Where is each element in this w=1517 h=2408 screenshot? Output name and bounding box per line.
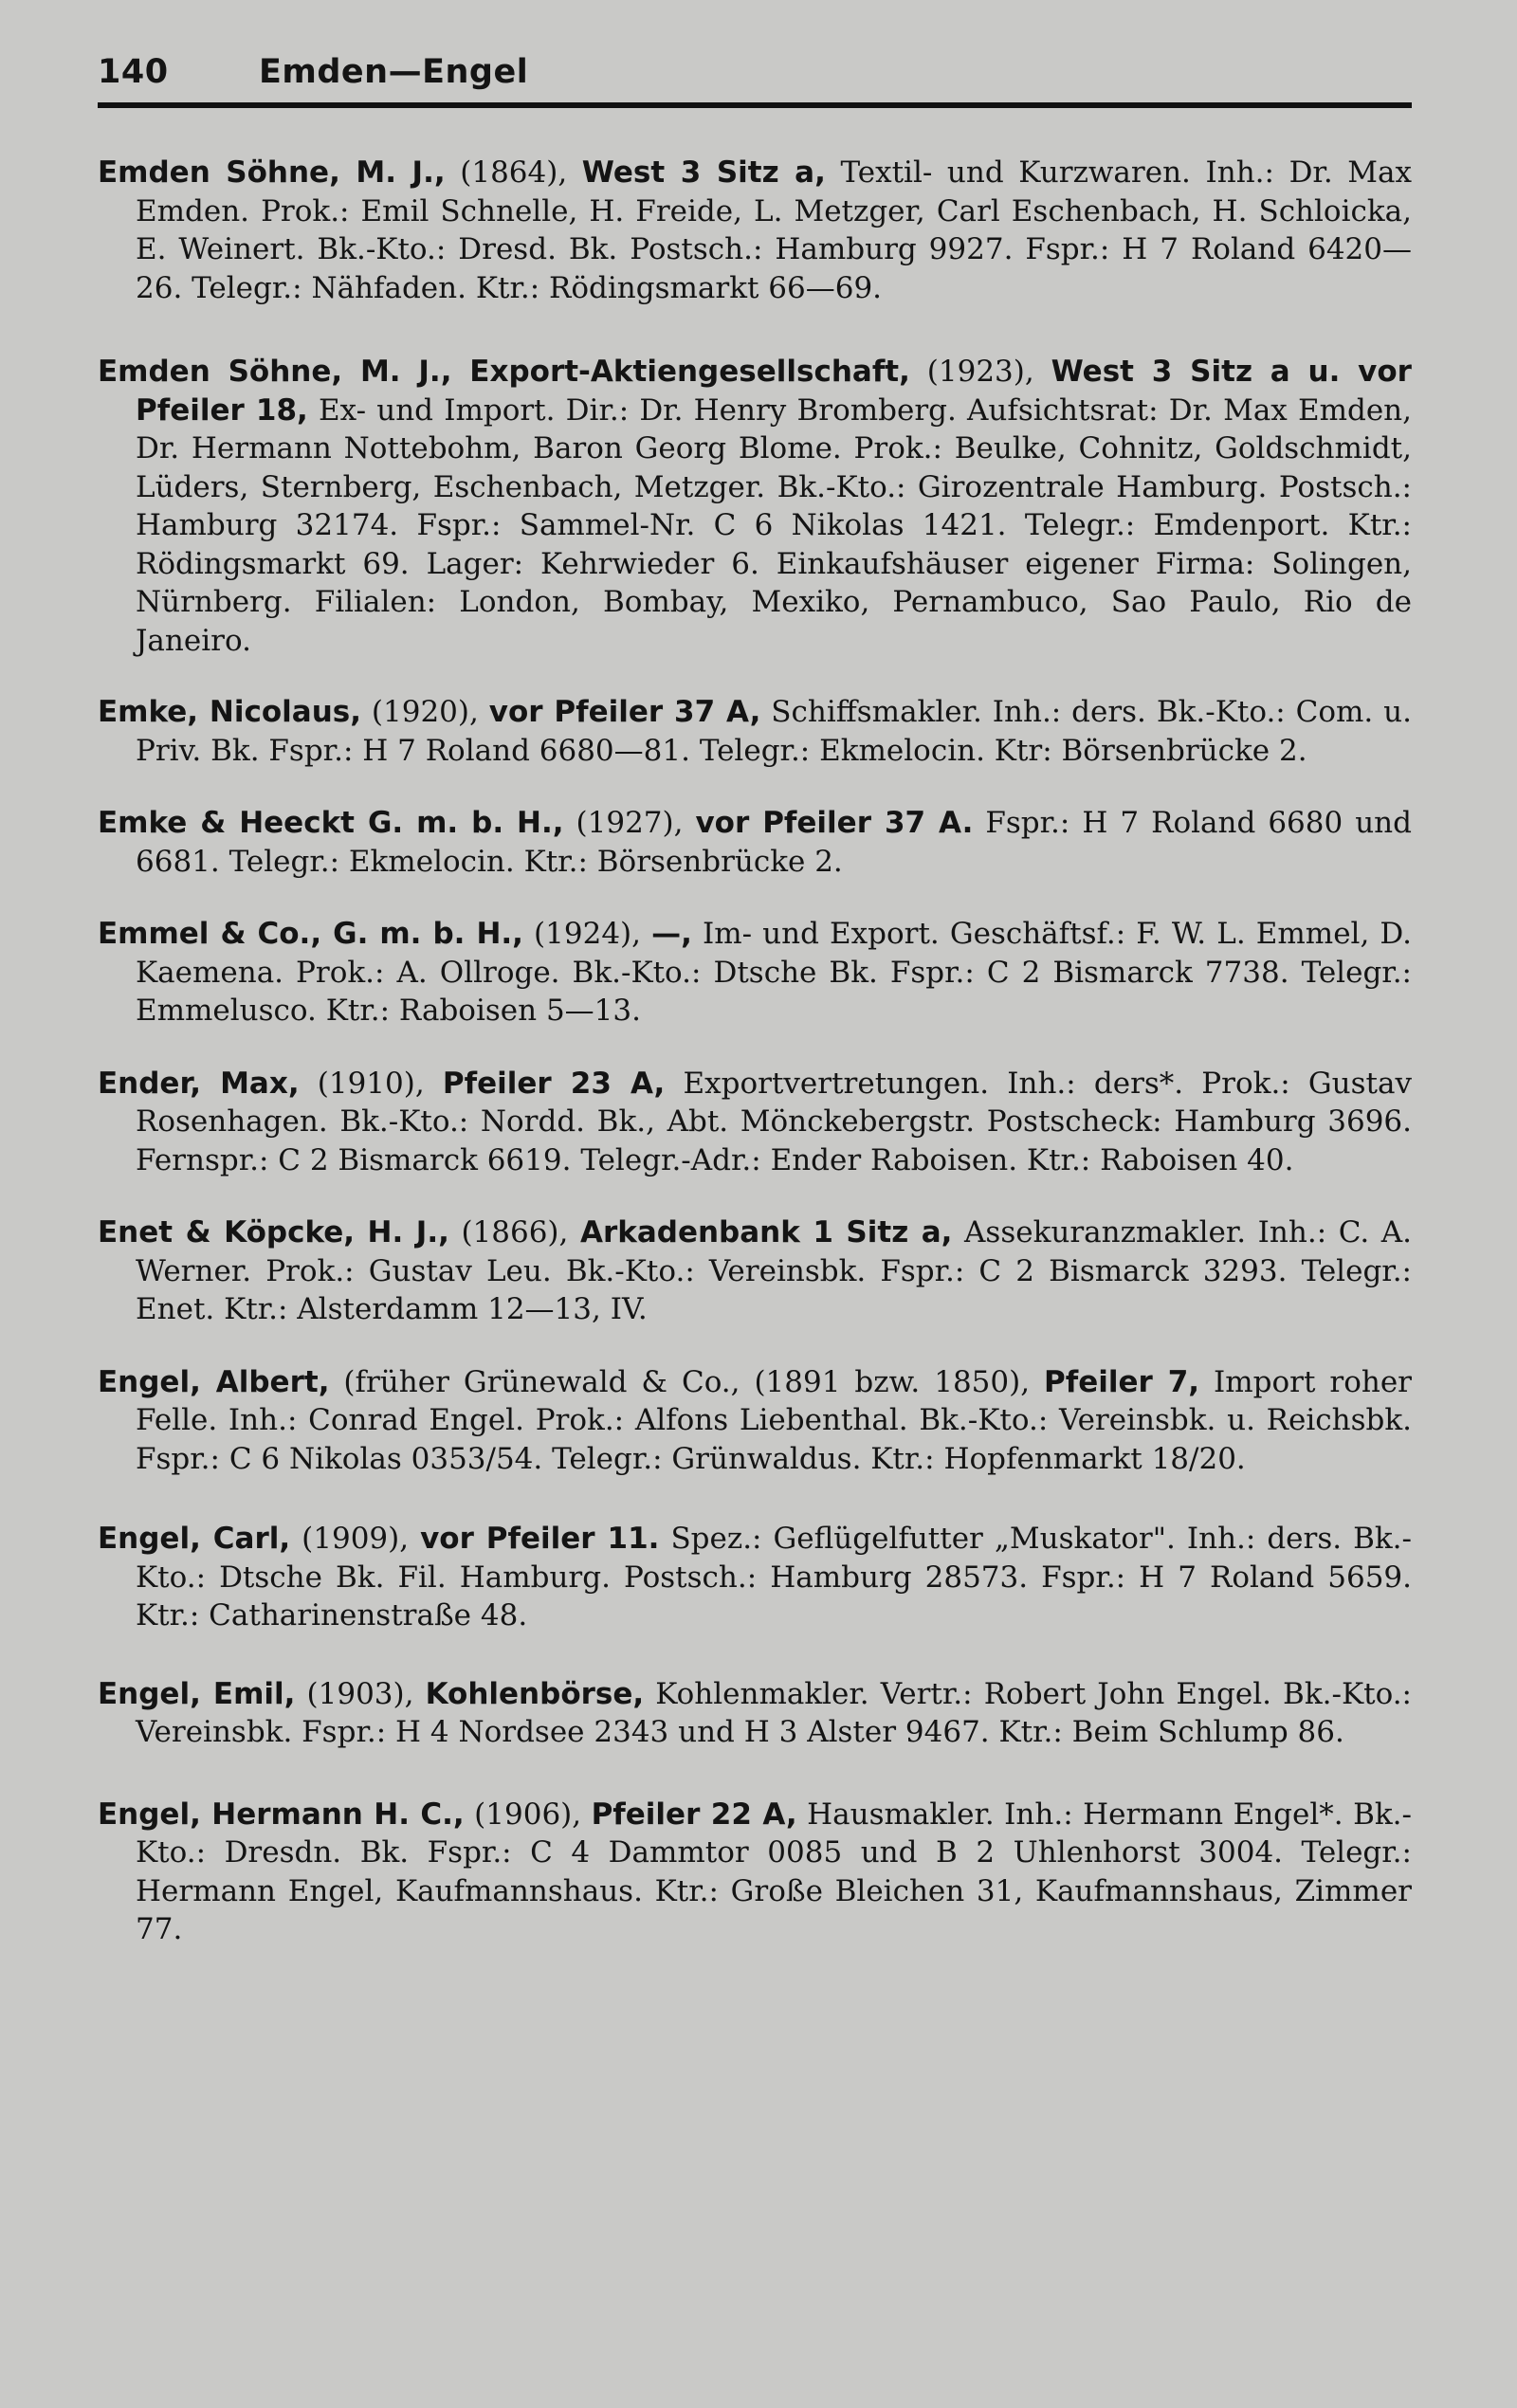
entry-address: Pfeiler 23 A, xyxy=(442,1066,666,1101)
entry-founded: (1924), xyxy=(522,917,652,951)
entry-details: Ex- und Import. Dir.: Dr. Henry Bromberg. Aufsichtsrat: Dr. Max Emden, Dr. Hermann Nottebohm, Baron Georg Blome. Prok.: Beulke, Cohnitz, Goldschmidt, Lüders, Sternberg, Eschenbach, Metzger. Bk.-Kto.: Girozentrale Hamburg. Postsch.: Hamburg 32174. Fspr.: Sammel-Nr. C 6 Nikolas 1421. Telegr.: Emdenport. Ktr.: Rödingsmarkt 69. Lager: Kehrwieder 6. Einkaufshäuser eigener Firma: Solingen, Nürnberg. Filialen: London, Bombay, Mexiko, Pernambuco, Sao Paulo, Rio de Janeiro. xyxy=(136,392,1412,658)
entry-founded: (1909), xyxy=(290,1522,421,1556)
entry-firm-name: Emke, Nicolaus, xyxy=(98,695,361,729)
entry-address: vor Pfeiler 11. xyxy=(420,1522,660,1556)
entry-address: vor Pfeiler 37 A. xyxy=(695,806,974,840)
entry-firm-name: Enet & Köpcke, H. J., xyxy=(98,1215,449,1250)
entry-address: Pfeiler 7, xyxy=(1044,1364,1200,1399)
entry xyxy=(98,804,1412,881)
entry-details: Assekuranzmakler. Inh.: C. A. Werner. Prok.: Gustav Leu. Bk.-Kto.: Vereinsbk. Fspr.: C 2 Bismarck 3293. Telegr.: Enet. Ktr.: Alsterdamm 12—13, IV. xyxy=(136,1215,1412,1326)
entry xyxy=(98,353,1412,660)
entry-address: —, xyxy=(651,917,692,951)
entry-list xyxy=(98,154,1412,1949)
entry-details: Schiffsmakler. Inh.: ders. Bk.-Kto.: Com. u. Priv. Bk. Fspr.: H 7 Roland 6680—81. Telegr.: Ekmelocin. Ktr: Börsenbrücke 2. xyxy=(136,695,1412,768)
entry-founded: (1906), xyxy=(464,1797,592,1832)
entry-founded: (1923), xyxy=(909,355,1051,389)
entry-address: Arkadenbank 1 Sitz a, xyxy=(579,1215,953,1250)
entry-firm-name: Emmel & Co., G. m. b. H., xyxy=(98,917,523,951)
entry xyxy=(98,1796,1412,1949)
entry-address: Kohlenbörse, xyxy=(425,1676,645,1711)
entry-address: Pfeiler 22 A, xyxy=(591,1797,797,1832)
entry-address: West 3 Sitz a, xyxy=(581,155,826,190)
entry-details: Exportvertretungen. Inh.: ders*. Prok.: Gustav Rosenhagen. Bk.-Kto.: Nordd. Bk., Abt. Mönckebergstr. Postscheck: Hamburg 3696. Fernspr.: C 2 Bismarck 6619. Telegr.-Adr.: Ender Raboisen. Ktr.: Raboisen 40. xyxy=(136,1066,1412,1177)
entry-firm-name: Ender, Max, xyxy=(98,1066,300,1101)
entry-details: Kohlenmakler. Vertr.: Robert John Engel. Bk.-Kto.: Vereinsbk. Fspr.: H 4 Nordsee 2343 und H 3 Alster 9467. Ktr.: Beim Schlump 86. xyxy=(136,1676,1412,1749)
entry-address: vor Pfeiler 37 A, xyxy=(488,695,761,729)
entry-founded: (1927), xyxy=(563,806,696,840)
entry xyxy=(98,915,1412,1031)
entry xyxy=(98,693,1412,770)
entry xyxy=(98,1213,1412,1329)
entry-firm-name: Engel, Albert, xyxy=(98,1364,330,1399)
entry-details: Fspr.: H 7 Roland 6680 und 6681. Telegr.: Ekmelocin. Ktr.: Börsenbrücke 2. xyxy=(136,806,1412,879)
entry-firm-name: Emke & Heeckt G. m. b. H., xyxy=(98,806,564,840)
header-rule xyxy=(98,102,1412,108)
entry-details: Spez.: Geflügelfutter „Muskator". Inh.: ders. Bk.-Kto.: Dtsche Bk. Fil. Hamburg. Postsch.: Hamburg 28573. Fspr.: H 7 Roland 5659. Ktr.: Catharinenstraße 48. xyxy=(136,1522,1412,1633)
entry-details: Hausmakler. Inh.: Hermann Engel*. Bk.-Kto.: Dresdn. Bk. Fspr.: C 4 Dammtor 0085 und B 2 Uhlenhorst 3004. Telegr.: Hermann Engel, Kaufmannshaus. Ktr.: Große Bleichen 31, Kaufmannshaus, Zimmer 77. xyxy=(136,1797,1412,1946)
entry-firm-name: Emden Söhne, M. J., xyxy=(98,155,446,190)
entry xyxy=(98,1363,1412,1479)
page-number: 140 xyxy=(98,53,169,91)
entry-founded: (1866), xyxy=(448,1215,580,1250)
entry-details: Textil- und Kurzwaren. Inh.: Dr. Max Emden. Prok.: Emil Schnelle, H. Freide, L. Metzger, Carl Eschenbach, H. Schloicka, E. Weinert. Bk.-Kto.: Dresd. Bk. Postsch.: Hamburg 9927. Fspr.: H 7 Roland 6420—26. Telegr.: Nähfaden. Ktr.: Rödingsmarkt 66—69. xyxy=(136,155,1412,305)
entry-details: Import roher Felle. Inh.: Conrad Engel. Prok.: Alfons Liebenthal. Bk.-Kto.: Vereinsbk. u. Reichsbk. Fspr.: C 6 Nikolas 0353/54. Telegr.: Grünwaldus. Ktr.: Hopfenmarkt 18/20. xyxy=(136,1364,1412,1476)
entry-founded: (1864), xyxy=(445,155,582,190)
entry-address: West 3 Sitz a u. vor Pfeiler 18, xyxy=(136,355,1412,428)
entry-founded: (1903), xyxy=(295,1676,426,1711)
entry xyxy=(98,1520,1412,1635)
page-header xyxy=(98,44,1412,110)
entry-firm-name: Engel, Hermann H. C., xyxy=(98,1797,465,1832)
entry-firm-name: Engel, Emil, xyxy=(98,1676,296,1711)
entry xyxy=(98,1065,1412,1180)
entry xyxy=(98,154,1412,307)
entry-firm-name: Emden Söhne, M. J., Export-Aktiengesellschaft, xyxy=(98,355,910,389)
entry-details: Im- und Export. Geschäftsf.: F. W. L. Emmel, D. Kaemena. Prok.: A. Ollroge. Bk.-Kto.: Dtsche Bk. Fspr.: C 2 Bismarck 7738. Telegr.: Emmelusco. Ktr.: Raboisen 5—13. xyxy=(136,917,1412,1028)
running-head: Emden—Engel xyxy=(259,53,529,91)
entry-firm-name: Engel, Carl, xyxy=(98,1522,291,1556)
entry xyxy=(98,1675,1412,1752)
entry-founded: (früher Grünewald & Co., (1891 bzw. 1850), xyxy=(329,1364,1045,1399)
entry-founded: (1920), xyxy=(361,695,489,729)
entry-founded: (1910), xyxy=(299,1066,443,1101)
